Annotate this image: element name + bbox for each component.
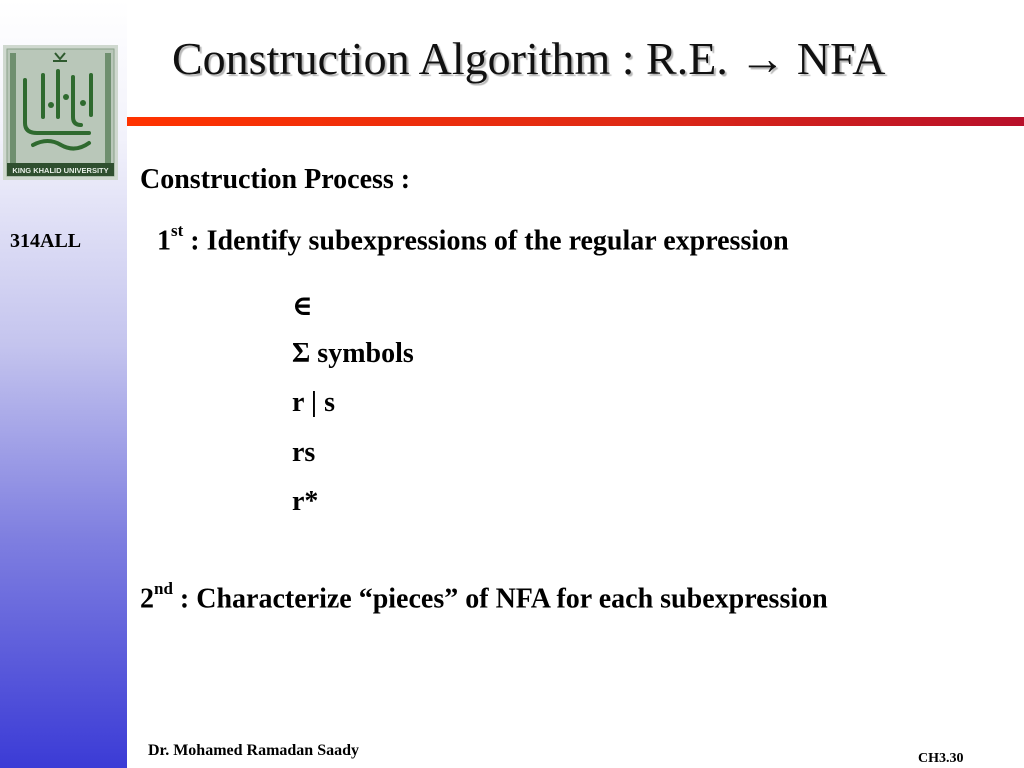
subexpression-kleene-star: r*: [292, 486, 319, 517]
step-2-number: 2: [140, 583, 154, 615]
step-1-text: : Identify subexpressions of the regular expression: [183, 225, 789, 257]
step-2-ordinal: nd: [154, 579, 173, 598]
step-1-ordinal: st: [171, 221, 184, 240]
subexpression-sigma-symbols: Σ symbols: [292, 338, 414, 369]
slide-title: Construction Algorithm : R.E. → NFA: [172, 33, 886, 84]
step-1: [157, 221, 789, 257]
course-code: 314ALL: [10, 230, 82, 252]
step-2: [140, 579, 828, 615]
footer-page-number: CH3.30: [918, 751, 964, 766]
footer-author: Dr. Mohamed Ramadan Saady: [148, 742, 359, 759]
section-label: Construction Process :: [140, 164, 411, 195]
svg-text:KING KHALID UNIVERSITY: KING KHALID UNIVERSITY: [12, 166, 109, 175]
step-1-number: 1: [157, 225, 171, 257]
subexpression-epsilon: ∈: [292, 291, 313, 322]
title-divider: [127, 117, 1024, 126]
subexpression-union: r | s: [292, 387, 335, 418]
university-logo: [3, 45, 118, 180]
sidebar: [0, 0, 127, 768]
step-2-text: : Characterize “pieces” of NFA for each subexpression: [172, 583, 828, 615]
subexpression-concatenation: rs: [292, 437, 316, 468]
